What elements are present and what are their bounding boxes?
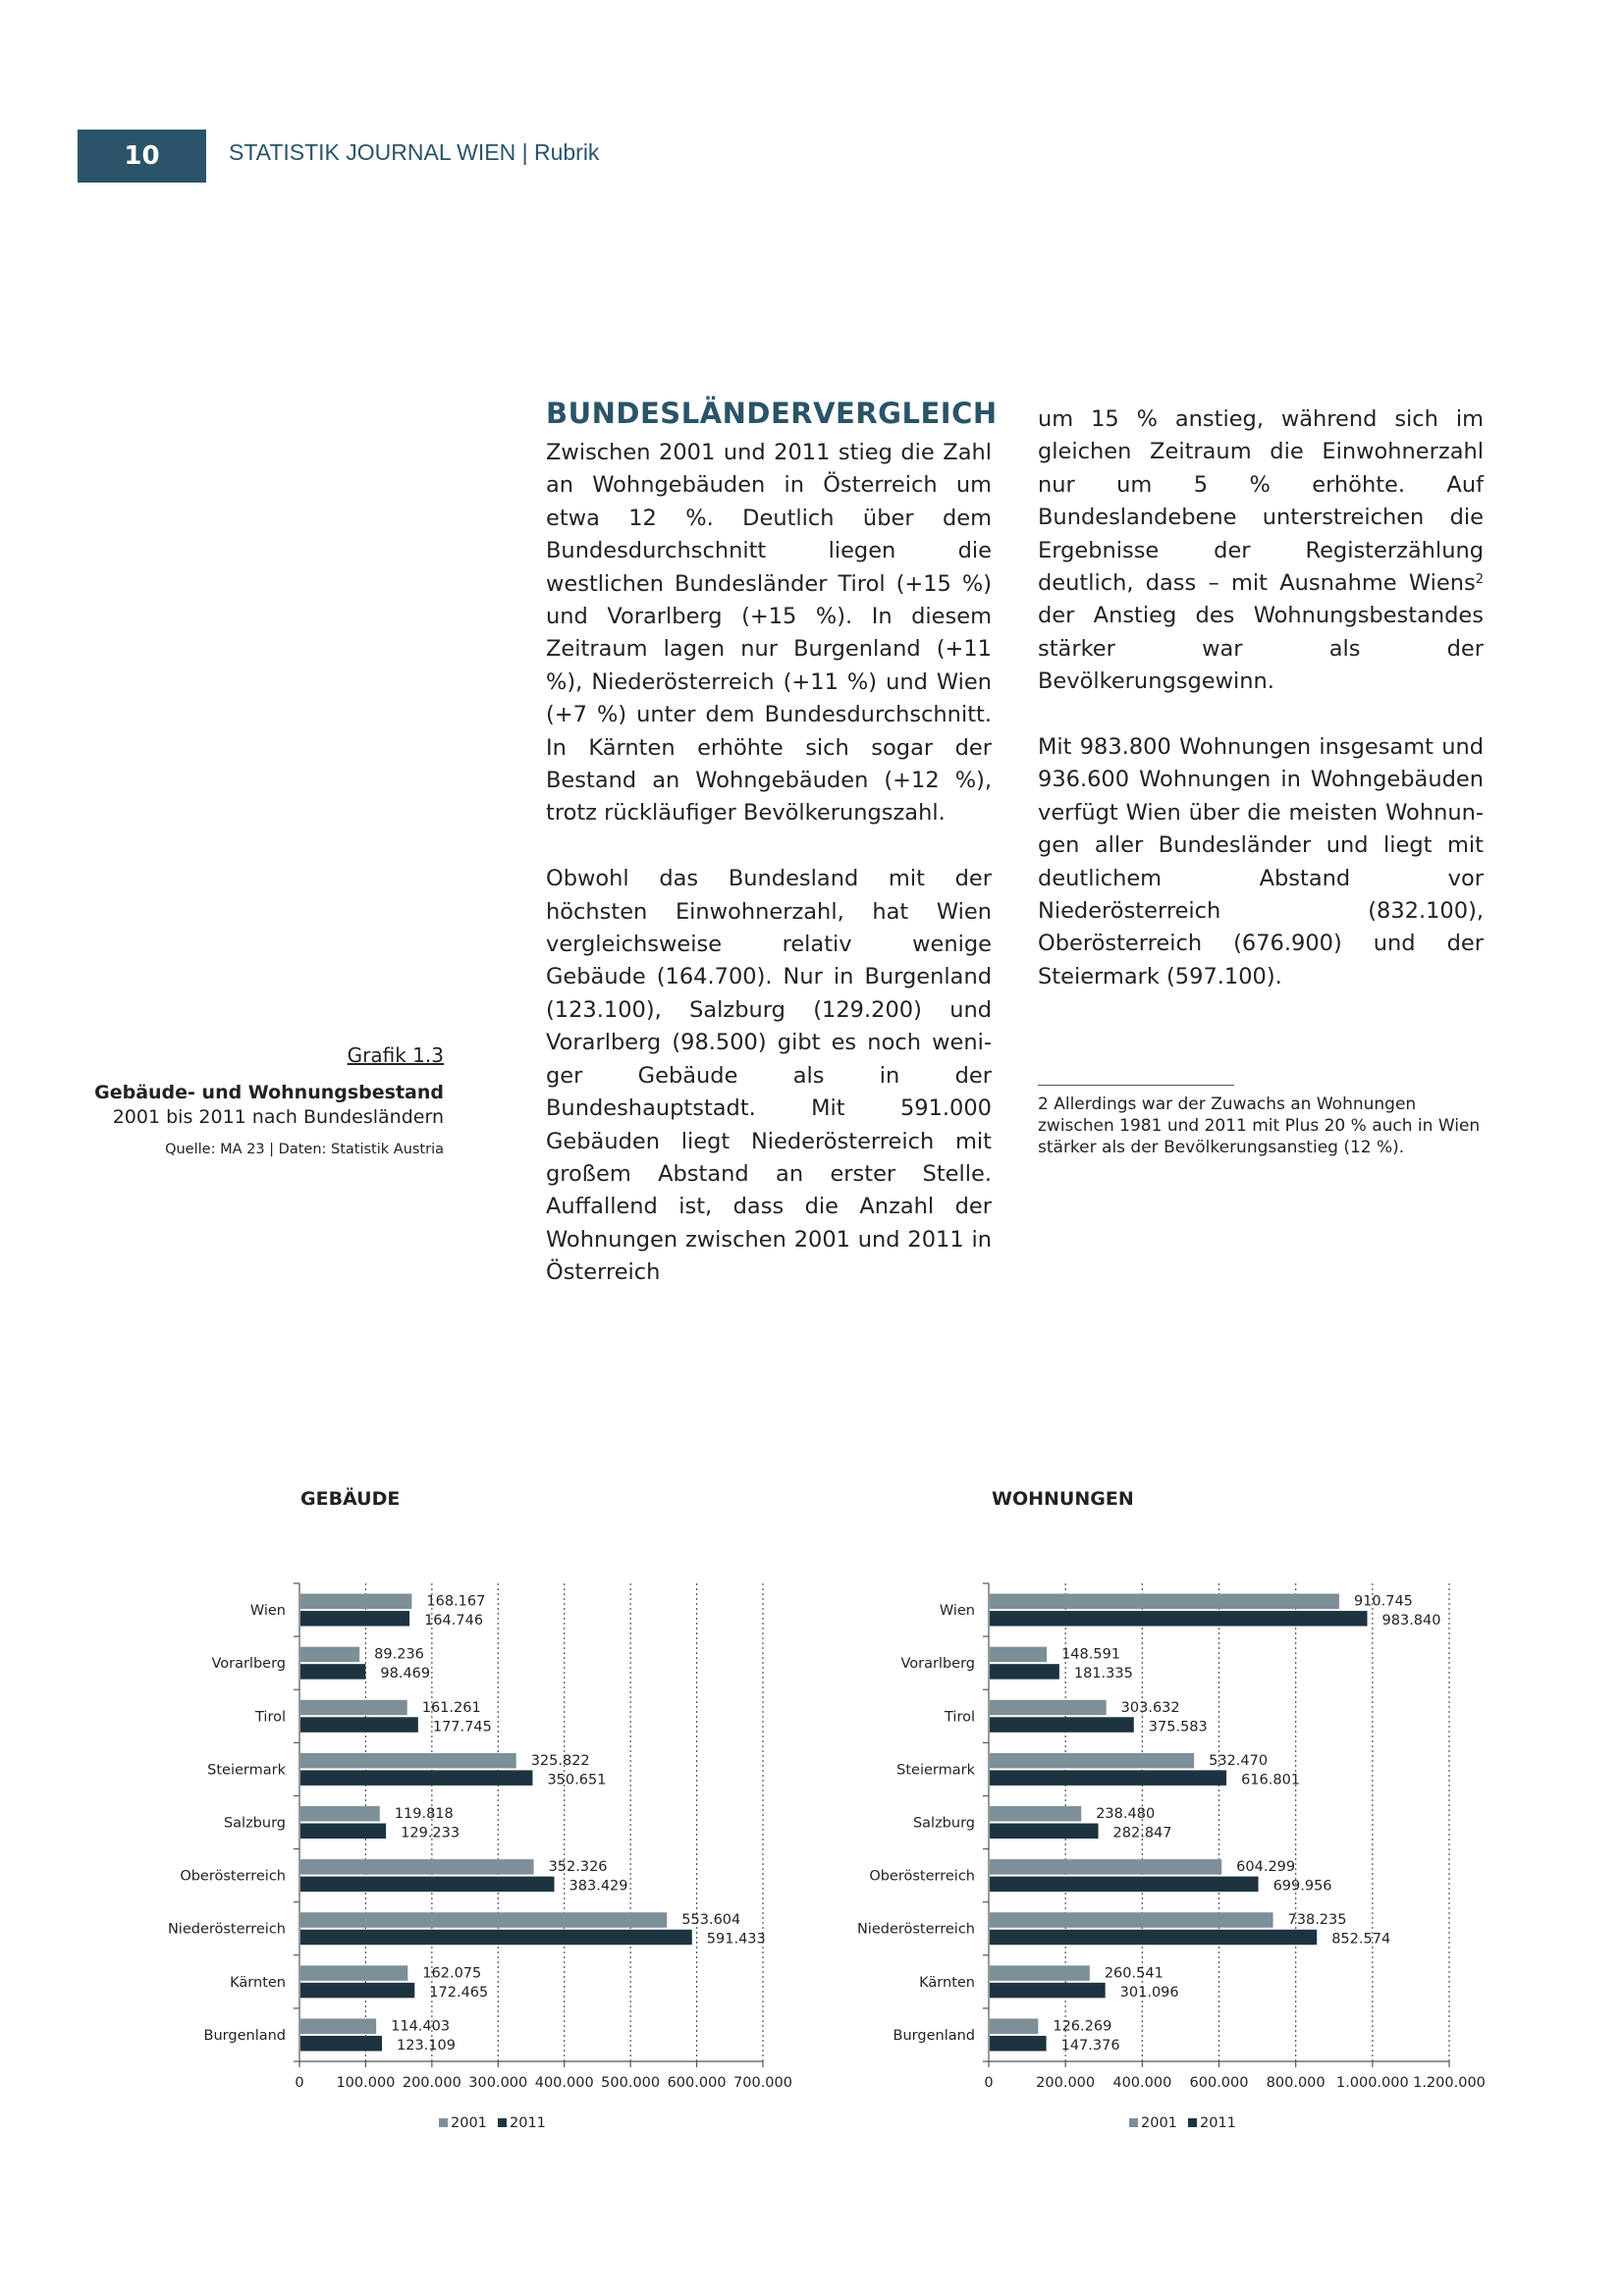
data-label-2001: 738.235: [1287, 1912, 1347, 1929]
data-label-2011: 164.746: [424, 1613, 484, 1629]
chart-title-gebaeude: GEBÄUDE: [300, 1488, 401, 1510]
figure-label: Grafik 1.3: [347, 1043, 444, 1067]
legend-label-2011: 2011: [1200, 2115, 1236, 2131]
data-label-2011: 350.651: [547, 1772, 607, 1789]
bar-2001: [990, 1859, 1221, 1875]
data-label-2001: 532.470: [1209, 1752, 1269, 1769]
bar-2001: [990, 1806, 1081, 1822]
bar-2011: [990, 1717, 1134, 1733]
category-label: Steiermark: [207, 1762, 286, 1779]
bar-2001: [990, 1700, 1107, 1716]
data-label-2011: 591.433: [706, 1931, 766, 1948]
category-label: Salzburg: [912, 1815, 975, 1832]
category-label: Steiermark: [896, 1762, 975, 1779]
data-label-2001: 238.480: [1096, 1806, 1156, 1822]
category-label: Burgenland: [893, 2027, 975, 2044]
data-label-2011: 983.840: [1381, 1613, 1441, 1629]
figure-source: Quelle: MA 23 | Daten: Statistik Austria: [165, 1142, 444, 1157]
data-label-2011: 129.233: [401, 1825, 460, 1842]
figure-subtitle: 2001 bis 2011 nach Bundesländern: [112, 1106, 444, 1128]
category-label: Tirol: [255, 1709, 286, 1726]
x-tick-label: 600.000: [1189, 2075, 1249, 2091]
data-label-2011: 282.847: [1112, 1825, 1172, 1842]
data-label-2011: 172.465: [429, 1984, 489, 2001]
bar-2001: [990, 1912, 1273, 1928]
data-label-2001: 89.236: [374, 1646, 424, 1663]
category-label: Wien: [939, 1603, 975, 1620]
page-number: 10: [78, 130, 206, 183]
bar-2011: [990, 1930, 1317, 1946]
category-label: Oberösterreich: [869, 1868, 975, 1885]
category-label: Wien: [249, 1603, 286, 1620]
legend-swatch-2011: [1188, 2118, 1197, 2127]
data-label-2011: 301.096: [1119, 1984, 1179, 2001]
x-tick-label: 200.000: [1036, 2075, 1096, 2091]
category-label: Burgenland: [203, 2027, 286, 2044]
paragraph: Mit 983.800 Wohnungen insgesamt und 936.600 Wohnungen in Wohngebäuden verfügt Wien über die meisten Wohnungen aller Bundesländer und liegt mit deutlichem Abstand vor Niederösterreich (832.100), Oberösterreich (676.900) und der Steiermark (597.100).: [1038, 734, 1484, 989]
bar-2011: [990, 1824, 1099, 1840]
chart-title-wohnungen: WOHNUNGEN: [992, 1488, 1134, 1510]
bar-2001: [990, 1965, 1090, 1981]
bar-2011: [990, 1877, 1259, 1893]
data-label-2001: 604.299: [1236, 1859, 1296, 1876]
x-tick-label: 600.000: [667, 2075, 727, 2091]
data-label-2011: 177.745: [432, 1719, 492, 1735]
x-tick-label: 500.000: [601, 2075, 661, 2091]
data-label-2001: 352.326: [548, 1859, 608, 1876]
data-label-2001: 148.591: [1061, 1646, 1121, 1663]
category-label: Niederösterreich: [167, 1921, 286, 1938]
data-label-2001: 162.075: [422, 1965, 482, 1982]
paragraph: Obwohl das Bundesland mit der höchsten Einwohnerzahl, hat Wien vergleichsweise relativ wenige Gebäude (164.700). Nur in Burgenland (123.100), Salzburg (129.200) und Vorarlberg (98.500) gibt es noch weniger Gebäude als in der Bundeshauptstadt. Mit 591.000 Gebäuden liegt Niederösterreich mit großem Abstand an erster Stelle. Auffallend ist, dass die Anzahl der Wohnungen zwischen 2001 und 2011 in Österreich: [546, 866, 992, 1286]
category-label: Salzburg: [223, 1815, 286, 1832]
legend-label-2001: 2001: [1141, 2115, 1177, 2131]
x-tick-label: 300.000: [468, 2075, 528, 2091]
data-label-2011: 98.469: [380, 1666, 431, 1682]
legend-swatch-2001: [1129, 2118, 1138, 2127]
data-label-2001: 553.604: [681, 1912, 741, 1929]
category-label: Oberösterreich: [180, 1868, 286, 1885]
bar-2011: [990, 2036, 1047, 2052]
bar-2001: [990, 1647, 1047, 1663]
running-title: STATISTIK JOURNAL WIEN | Rubrik: [229, 139, 600, 165]
data-label-2001: 126.269: [1053, 2018, 1112, 2035]
bar-2011: [990, 1983, 1106, 1999]
paragraph-text: der Anstieg des Wohnungsbestandes stärker war als der Bevölkerungsgewinn.: [1038, 603, 1484, 695]
data-label-2011: 123.109: [397, 2037, 456, 2054]
bar-2011: [990, 1770, 1226, 1786]
category-label: Vorarlberg: [211, 1656, 286, 1673]
x-tick-label: 100.000: [336, 2075, 396, 2091]
x-tick-label: 1.200.000: [1413, 2075, 1486, 2091]
data-label-2001: 161.261: [421, 1699, 481, 1716]
footnote: 2 Allerdings war der Zuwachs an Wohnungen zwischen 1981 und 2011 mit Plus 20 % auch in Wien stärker als der Bevölkerungsanstieg (12 %).: [1038, 1095, 1481, 1157]
bar-2001: [990, 2018, 1038, 2034]
bar-2001: [990, 1594, 1339, 1610]
category-label: Niederösterreich: [856, 1921, 975, 1938]
x-tick-label: 800.000: [1266, 2075, 1326, 2091]
data-label-2011: 616.801: [1241, 1772, 1301, 1789]
data-label-2001: 303.632: [1120, 1699, 1180, 1716]
category-label: Kärnten: [919, 1974, 975, 1991]
x-tick-label: 200.000: [402, 2075, 461, 2091]
figure-title: Gebäude- und Wohnungsbestand: [94, 1082, 444, 1103]
x-tick-label: 400.000: [1112, 2075, 1172, 2091]
legend-label-2001: 2001: [451, 2115, 487, 2131]
legend-label-2011: 2011: [510, 2115, 546, 2131]
x-tick-label: 400.000: [534, 2075, 594, 2091]
category-label: Tirol: [945, 1709, 975, 1726]
bar-2011: [990, 1611, 1368, 1627]
x-tick-label: 700.000: [733, 2075, 792, 2091]
bar-2001: [990, 1753, 1194, 1769]
data-label-2001: 325.822: [530, 1752, 590, 1769]
section-title: BUNDESLÄNDERVERGLEICH: [546, 397, 998, 430]
paragraph-text: um 15 % anstieg, während sich im gleichen Zeitraum die Einwohnerzahl nur um 5 % erhöhte. Auf Bundeslandebene unterstreichen die Ergebnisse der Registerzählung deutlich, dass – mit Ausnahme Wiens: [1038, 406, 1484, 597]
footnote-ref[interactable]: 2: [1475, 572, 1484, 588]
data-label-2001: 910.745: [1353, 1593, 1413, 1610]
data-label-2011: 375.583: [1148, 1719, 1208, 1735]
bar-2011: [990, 1664, 1059, 1680]
data-label-2011: 181.335: [1073, 1666, 1133, 1682]
data-label-2001: 168.167: [426, 1593, 486, 1610]
data-label-2001: 114.403: [391, 2018, 451, 2035]
x-tick-label: 0: [295, 2075, 304, 2091]
x-tick-label: 1.000.000: [1335, 2075, 1409, 2091]
data-label-2001: 119.818: [394, 1806, 454, 1822]
data-label-2011: 852.574: [1331, 1931, 1391, 1948]
data-label-2001: 260.541: [1104, 1965, 1164, 1982]
data-label-2011: 147.376: [1060, 2037, 1120, 2054]
x-tick-label: 0: [984, 2075, 994, 2091]
category-label: Kärnten: [230, 1974, 286, 1991]
paragraph: Zwischen 2001 und 2011 stieg die Zahl an Wohngebäuden in Österreich um etwa 12 %. Deutlich über dem Bundesdurchschnitt liegen die westlichen Bundesländer Tirol (+15 %) und Vorarlberg (+15 %). In diesem Zeitraum lagen nur Burgenland (+11 %), Niederösterreich (+11 %) und Wien (+7 %) unter dem Bundesdurchschnitt. In Kärnten erhöhte sich sogar der Bestand an Wohngebäuden (+12 %), trotz rückläufiger Bevölkerungszahl.: [546, 440, 992, 827]
category-label: Vorarlberg: [900, 1656, 975, 1673]
data-label-2011: 383.429: [568, 1878, 628, 1895]
data-label-2011: 699.956: [1272, 1878, 1332, 1895]
